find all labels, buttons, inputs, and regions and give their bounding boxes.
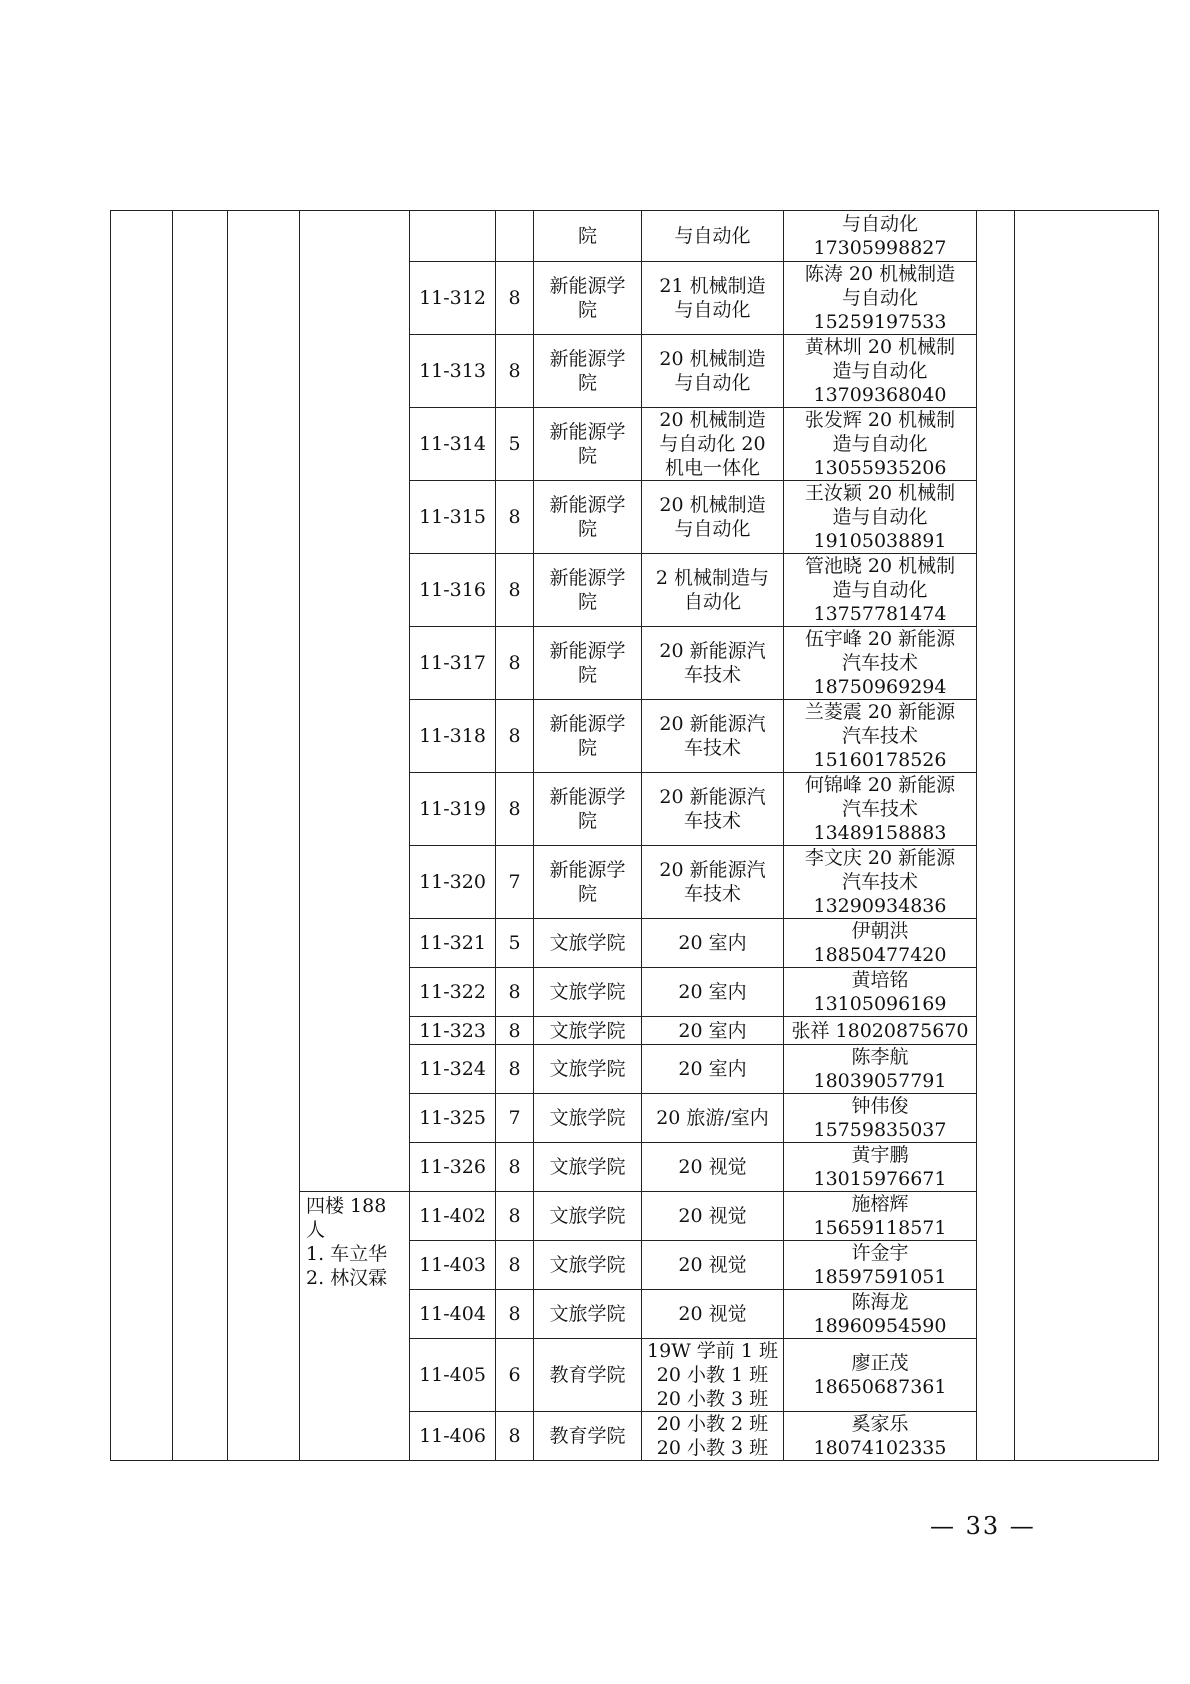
room-cell (410, 211, 496, 262)
contact-cell-line: 黄林圳 20 机械制 (804, 336, 956, 358)
class-cell-line: 20 机械制造 (659, 409, 766, 431)
contact-cell-line: 13055935206 (813, 457, 947, 479)
contact-cell-line: 造与自动化 (832, 579, 928, 601)
room-cell: 11-319 (410, 773, 496, 846)
college-cell (534, 846, 642, 919)
count-cell: 8 (496, 335, 534, 408)
class-cell-line: 车技术 (683, 737, 741, 759)
contact-cell (784, 481, 977, 554)
class-cell-line: 20 小教 3 班 (656, 1388, 769, 1410)
class-cell-line: 车技术 (683, 883, 741, 905)
class-cell-line: 20 视觉 (678, 1254, 747, 1276)
count-cell: 8 (496, 1412, 534, 1461)
room-cell: 11-312 (410, 262, 496, 335)
college-cell-line: 文旅学院 (549, 1019, 626, 1042)
college-cell (534, 1412, 642, 1461)
class-cell (642, 1094, 784, 1143)
count-cell: 6 (496, 1339, 534, 1412)
dormitory-table (110, 210, 1159, 1461)
room-cell: 11-321 (410, 919, 496, 968)
class-cell-line: 20 室内 (678, 932, 747, 954)
col-11-cell (1015, 211, 1159, 1461)
class-cell (642, 968, 784, 1017)
count-cell: 8 (496, 968, 534, 1017)
contact-cell-line: 伍宇峰 20 新能源 (804, 628, 956, 650)
college-cell-line: 院 (577, 591, 597, 613)
count-cell: 7 (496, 1094, 534, 1143)
page-number: — 33 — (930, 1512, 1036, 1540)
room-cell: 11-405 (410, 1339, 496, 1412)
class-cell-line: 20 机械制造 (659, 494, 766, 516)
college-cell (534, 1241, 642, 1290)
class-cell (642, 262, 784, 335)
college-cell (534, 1290, 642, 1339)
class-cell (642, 773, 784, 846)
college-cell-line: 院 (577, 664, 597, 686)
contact-cell-line: 18650687361 (813, 1376, 947, 1398)
contact-cell-line: 造与自动化 (832, 360, 928, 382)
floor-4-cell-line: 2. 林汉霖 (306, 1267, 388, 1289)
count-cell: 7 (496, 846, 534, 919)
count-cell: 8 (496, 262, 534, 335)
college-cell-line: 新能源学 (549, 567, 626, 589)
college-cell-line: 院 (577, 372, 597, 394)
college-cell-line: 院 (577, 299, 597, 321)
class-cell (642, 1017, 784, 1045)
class-cell-line: 20 机械制造 (659, 348, 766, 370)
college-cell (534, 1045, 642, 1094)
class-cell-line: 20 视觉 (678, 1303, 747, 1325)
college-cell (534, 1192, 642, 1241)
count-cell: 8 (496, 1017, 534, 1045)
college-cell (534, 968, 642, 1017)
contact-cell-line: 15160178526 (813, 749, 947, 771)
room-cell: 11-406 (410, 1412, 496, 1461)
class-cell (642, 919, 784, 968)
contact-cell-line: 许金宇 (851, 1242, 909, 1264)
contact-cell (784, 1045, 977, 1094)
class-cell (642, 1412, 784, 1461)
college-cell (534, 1094, 642, 1143)
class-cell-line: 20 新能源汽 (659, 640, 766, 662)
contact-cell-line: 18960954590 (813, 1315, 947, 1337)
class-cell (642, 846, 784, 919)
class-cell-line: 20 新能源汽 (659, 713, 766, 735)
contact-cell (784, 1017, 977, 1045)
count-cell: 8 (496, 481, 534, 554)
table-row (111, 211, 1159, 262)
college-cell-line: 新能源学 (549, 421, 626, 443)
floor-4-cell-line: 1. 车立华 (306, 1243, 388, 1265)
room-cell: 11-326 (410, 1143, 496, 1192)
contact-cell (784, 335, 977, 408)
contact-cell (784, 1192, 977, 1241)
floor-4-cell (300, 1192, 410, 1461)
room-cell: 11-318 (410, 700, 496, 773)
contact-cell (784, 262, 977, 335)
count-cell: 8 (496, 1143, 534, 1192)
contact-cell (784, 1290, 977, 1339)
contact-cell-line: 18597591051 (813, 1266, 947, 1288)
contact-cell (784, 1339, 977, 1412)
contact-cell-line: 13489158883 (813, 822, 947, 844)
college-cell (534, 700, 642, 773)
contact-cell-line: 汽车技术 (841, 871, 918, 893)
college-cell (534, 554, 642, 627)
college-cell (534, 1017, 642, 1045)
contact-cell-line: 黄宇鹏 (851, 1144, 909, 1166)
contact-cell-line: 钟伟俊 (851, 1095, 909, 1117)
class-cell-line: 车技术 (683, 664, 741, 686)
contact-cell-line: 张祥 18020875670 (791, 1019, 969, 1042)
class-cell (642, 1241, 784, 1290)
college-cell (534, 481, 642, 554)
class-cell-line: 20 室内 (678, 981, 747, 1003)
class-cell: 与自动化 (642, 211, 784, 262)
contact-cell (784, 408, 977, 481)
contact-cell (784, 211, 977, 262)
contact-cell-line: 17305998827 (813, 237, 947, 259)
college-cell-line: 新能源学 (549, 859, 626, 881)
class-cell-line: 与自动化 (674, 299, 751, 321)
floor-3-cell (300, 211, 410, 1192)
contact-cell-line: 汽车技术 (841, 652, 918, 674)
contact-cell (784, 919, 977, 968)
contact-cell-line: 黄培铭 (851, 969, 909, 991)
room-cell: 11-403 (410, 1241, 496, 1290)
class-cell-line: 21 机械制造 (659, 275, 766, 297)
contact-cell (784, 773, 977, 846)
contact-cell-line: 18039057791 (813, 1070, 947, 1092)
class-cell (642, 1192, 784, 1241)
college-cell-line: 文旅学院 (549, 981, 626, 1003)
college-cell-line: 新能源学 (549, 640, 626, 662)
college-cell-line: 院 (577, 883, 597, 905)
count-cell: 8 (496, 773, 534, 846)
contact-cell-line: 与自动化 (841, 287, 918, 309)
room-cell: 11-316 (410, 554, 496, 627)
class-cell-line: 20 视觉 (678, 1205, 747, 1227)
contact-cell (784, 700, 977, 773)
contact-cell-line: 陈李航 (851, 1046, 909, 1068)
class-cell-line: 20 小教 3 班 (656, 1437, 769, 1459)
class-cell (642, 1143, 784, 1192)
college-cell-line: 新能源学 (549, 348, 626, 370)
count-cell: 8 (496, 1290, 534, 1339)
room-cell: 11-317 (410, 627, 496, 700)
college-cell (534, 1143, 642, 1192)
floor-4-cell-line: 人 (306, 1219, 326, 1241)
contact-cell-line: 13105096169 (813, 993, 947, 1015)
contact-cell-line: 18750969294 (813, 676, 947, 698)
table-body (111, 211, 1159, 1461)
college-cell (534, 1339, 642, 1412)
contact-cell-line: 何锦峰 20 新能源 (804, 774, 956, 796)
class-cell (642, 1339, 784, 1412)
class-cell-line: 自动化 (683, 591, 741, 613)
contact-cell-line: 19105038891 (813, 530, 947, 552)
contact-cell (784, 846, 977, 919)
college-cell-line: 教育学院 (549, 1364, 626, 1386)
class-cell (642, 554, 784, 627)
col-2-cell (173, 211, 228, 1461)
contact-cell-line: 奚家乐 (851, 1413, 909, 1435)
contact-cell-line: 13290934836 (813, 895, 947, 917)
college-cell-line: 新能源学 (549, 494, 626, 516)
room-cell: 11-324 (410, 1045, 496, 1094)
contact-cell-line: 汽车技术 (841, 725, 918, 747)
contact-cell-line: 13757781474 (813, 603, 947, 625)
class-cell-line: 20 室内 (678, 1058, 747, 1080)
col-3-cell (228, 211, 300, 1461)
college-cell (534, 919, 642, 968)
college-cell-line: 文旅学院 (549, 1156, 626, 1178)
class-cell-line: 与自动化 (674, 372, 751, 394)
college-cell-line: 院 (577, 445, 597, 467)
contact-cell-line: 18850477420 (813, 944, 947, 966)
contact-cell-line: 造与自动化 (832, 433, 928, 455)
class-cell (642, 408, 784, 481)
contact-cell-line: 18074102335 (813, 1437, 947, 1459)
count-cell: 8 (496, 554, 534, 627)
count-cell: 8 (496, 700, 534, 773)
college-cell-line: 院 (577, 810, 597, 832)
col-1-cell (111, 211, 173, 1461)
room-cell: 11-402 (410, 1192, 496, 1241)
college-cell-line: 新能源学 (549, 786, 626, 808)
college-cell-line: 院 (577, 737, 597, 759)
contact-cell-line: 施榕辉 (851, 1193, 909, 1215)
class-cell (642, 1045, 784, 1094)
contact-cell (784, 1412, 977, 1461)
class-cell-line: 与自动化 20 (659, 433, 766, 455)
room-cell: 11-404 (410, 1290, 496, 1339)
college-cell: 院 (534, 211, 642, 262)
contact-cell (784, 1094, 977, 1143)
class-cell-line: 机电一体化 (664, 457, 760, 479)
class-cell-line: 车技术 (683, 810, 741, 832)
floor-4-cell-line: 四楼 188 (306, 1195, 387, 1217)
count-cell: 5 (496, 408, 534, 481)
contact-cell-line: 陈涛 20 机械制造 (804, 263, 956, 285)
contact-cell (784, 1143, 977, 1192)
class-cell (642, 335, 784, 408)
room-cell: 11-314 (410, 408, 496, 481)
college-cell-line: 文旅学院 (549, 1254, 626, 1276)
contact-cell-line: 王汝颖 20 机械制 (804, 482, 956, 504)
college-cell (534, 408, 642, 481)
room-cell: 11-313 (410, 335, 496, 408)
contact-cell (784, 968, 977, 1017)
contact-cell (784, 1241, 977, 1290)
count-cell: 8 (496, 1241, 534, 1290)
contact-cell-line: 13015976671 (813, 1168, 947, 1190)
contact-cell-line: 李文庆 20 新能源 (804, 847, 956, 869)
class-cell-line: 20 旅游/室内 (656, 1107, 769, 1129)
college-cell (534, 773, 642, 846)
room-cell: 11-322 (410, 968, 496, 1017)
contact-cell-line: 管池晓 20 机械制 (804, 555, 956, 577)
contact-cell-line: 汽车技术 (841, 798, 918, 820)
class-cell (642, 481, 784, 554)
contact-cell-line: 张发辉 20 机械制 (804, 409, 956, 431)
contact-cell-line: 15659118571 (813, 1217, 947, 1239)
count-cell (496, 211, 534, 262)
contact-cell-line: 与自动化 (841, 213, 918, 235)
class-cell-line: 20 小教 2 班 (656, 1413, 769, 1435)
college-cell (534, 627, 642, 700)
class-cell-line: 20 新能源汽 (659, 859, 766, 881)
class-cell-line: 2 机械制造与 (655, 567, 770, 589)
college-cell-line: 新能源学 (549, 713, 626, 735)
count-cell: 8 (496, 627, 534, 700)
count-cell: 8 (496, 1045, 534, 1094)
college-cell (534, 262, 642, 335)
room-cell: 11-320 (410, 846, 496, 919)
contact-cell-line: 13709368040 (813, 384, 947, 406)
class-cell (642, 700, 784, 773)
contact-cell-line: 伊朝洪 (851, 920, 909, 942)
college-cell (534, 335, 642, 408)
contact-cell-line: 15259197533 (813, 311, 947, 333)
count-cell: 5 (496, 919, 534, 968)
college-cell-line: 教育学院 (549, 1425, 626, 1447)
college-cell-line: 文旅学院 (549, 1058, 626, 1080)
college-cell-line: 新能源学 (549, 275, 626, 297)
college-cell-line: 文旅学院 (549, 1303, 626, 1325)
contact-cell-line: 廖正茂 (851, 1352, 909, 1374)
contact-cell-line: 15759835037 (813, 1119, 947, 1141)
room-cell: 11-315 (410, 481, 496, 554)
contact-cell-line: 陈海龙 (851, 1291, 909, 1313)
contact-cell (784, 554, 977, 627)
class-cell-line: 20 室内 (678, 1019, 747, 1042)
room-cell: 11-325 (410, 1094, 496, 1143)
class-cell-line: 20 视觉 (678, 1156, 747, 1178)
class-cell (642, 1290, 784, 1339)
college-cell-line: 文旅学院 (549, 1107, 626, 1129)
contact-cell-line: 造与自动化 (832, 506, 928, 528)
class-cell-line: 19W 学前 1 班 (647, 1340, 778, 1362)
college-cell-line: 院 (577, 518, 597, 540)
contact-cell (784, 627, 977, 700)
college-cell-line: 文旅学院 (549, 1205, 626, 1227)
col-10-cell (977, 211, 1015, 1461)
class-cell (642, 627, 784, 700)
contact-cell-line: 兰菱震 20 新能源 (804, 701, 956, 723)
class-cell-line: 20 小教 1 班 (656, 1364, 769, 1386)
count-cell: 8 (496, 1192, 534, 1241)
college-cell-line: 文旅学院 (549, 932, 626, 954)
class-cell-line: 与自动化 (674, 518, 751, 540)
class-cell-line: 20 新能源汽 (659, 786, 766, 808)
room-cell: 11-323 (410, 1017, 496, 1045)
